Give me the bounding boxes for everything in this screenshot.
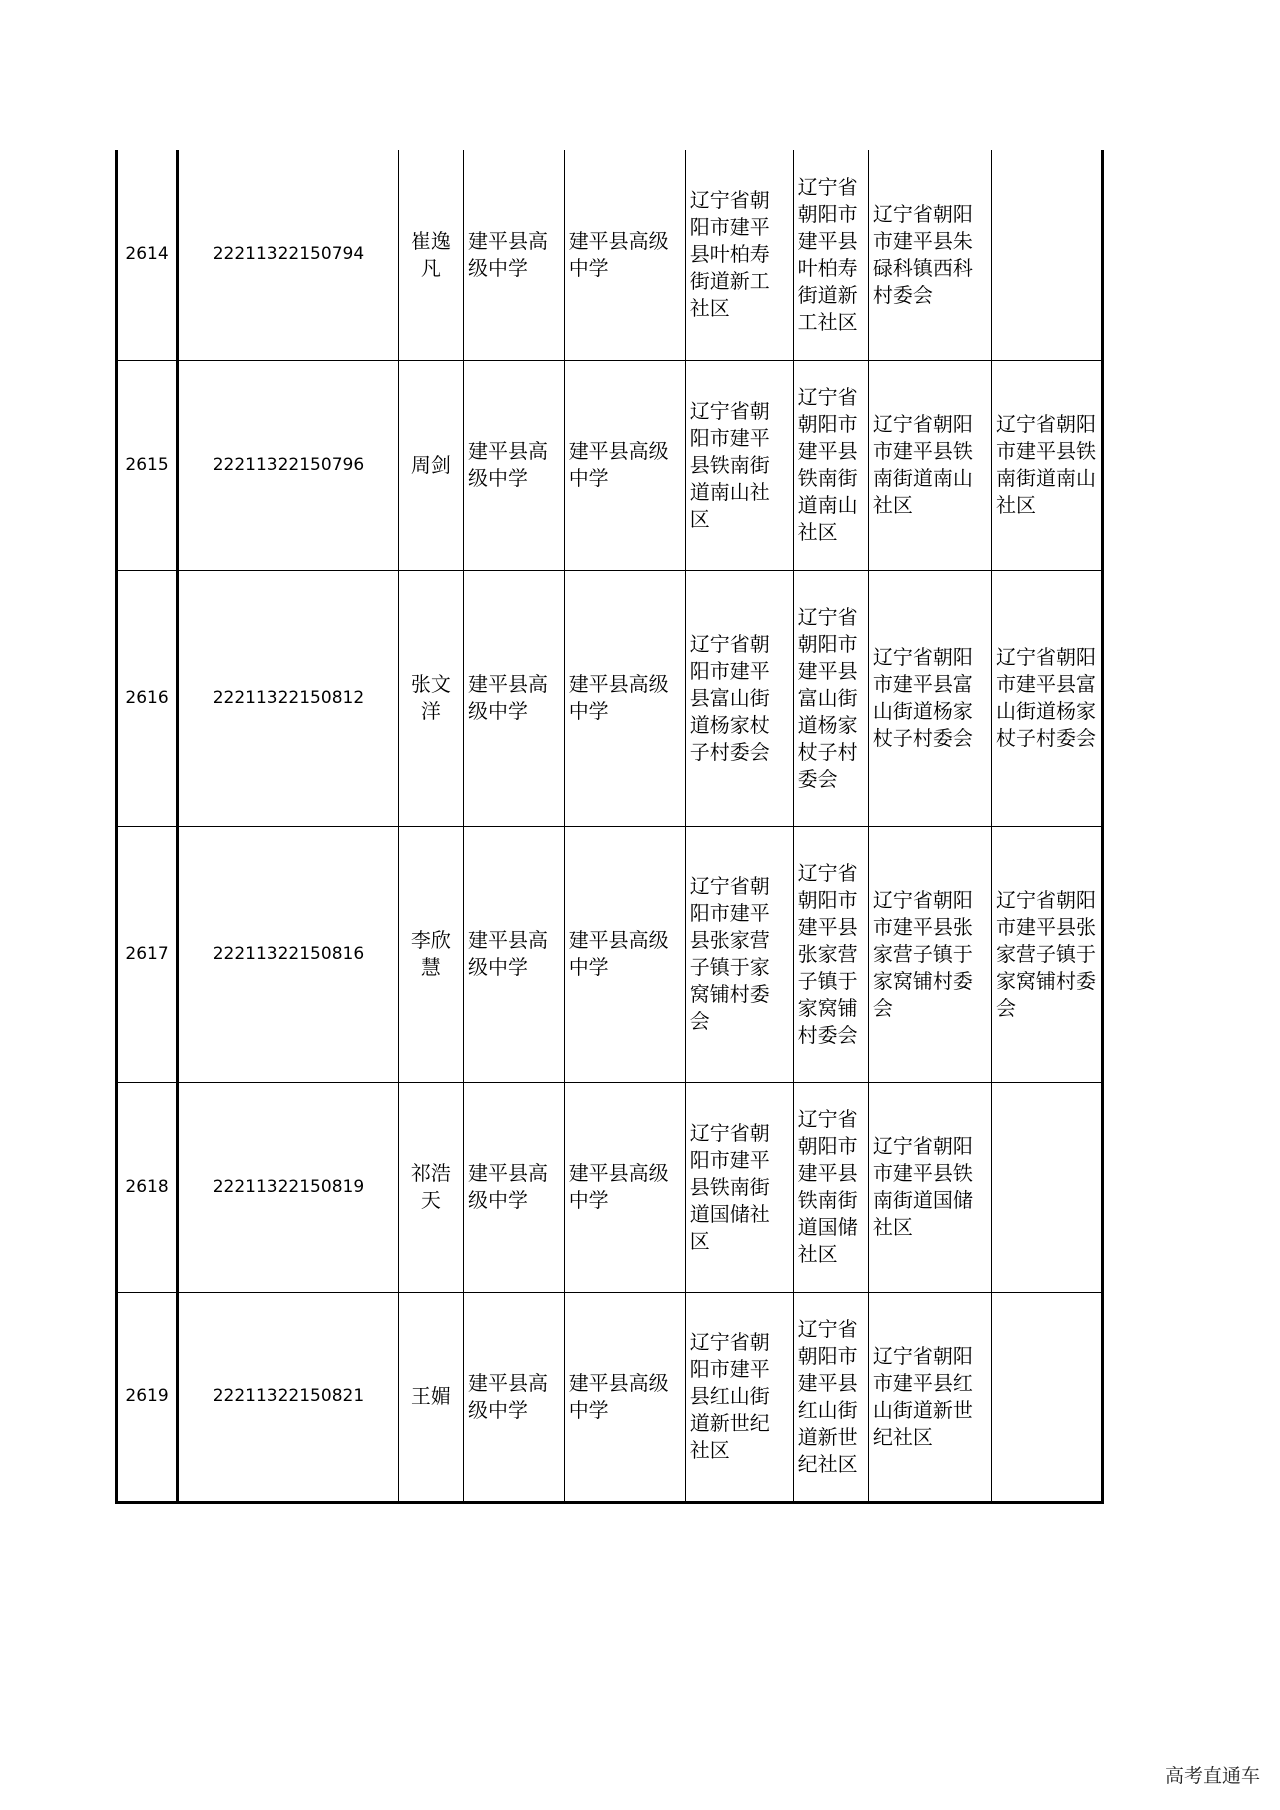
row-residence: 辽宁省朝阳市建平县张家营子镇于家窝铺村委会 [793,826,868,1082]
row-address: 辽宁省朝阳市建平县叶柏寿街道新工社区 [685,150,793,360]
table-row [117,150,1103,360]
row-school: 建平县高级中学 [463,150,564,360]
row-address: 辽宁省朝阳市建平县张家营子镇于家窝铺村委会 [685,826,793,1082]
row-exam-id: 22211322150816 [178,826,399,1082]
row-address: 辽宁省朝阳市建平县铁南街道国储社区 [685,1082,793,1292]
row-address: 辽宁省朝阳市建平县红山街道新世纪社区 [685,1292,793,1502]
row-name: 王媚 [398,1292,463,1502]
row-residence: 辽宁省朝阳市建平县富山街道杨家杖子村委会 [793,570,868,826]
watermark-text: 高考直通车 [1164,1765,1260,1787]
row-residence: 辽宁省朝阳市建平县铁南街道南山社区 [793,360,868,570]
row-seq: 2616 [117,570,178,826]
table-row [117,1292,1103,1502]
row-address: 辽宁省朝阳市建平县富山街道杨家杖子村委会 [685,570,793,826]
row-exam-id: 22211322150794 [178,150,399,360]
table-row [117,360,1103,570]
row-grad-school: 建平县高级中学 [564,1292,685,1502]
row-household: 辽宁省朝阳市建平县朱碌科镇西科村委会 [868,150,991,360]
row-name: 张文洋 [398,570,463,826]
row-seq: 2617 [117,826,178,1082]
row-seq: 2615 [117,360,178,570]
table-row [117,826,1103,1082]
row-school: 建平县高级中学 [463,1082,564,1292]
table-row [117,1082,1103,1292]
row-household: 辽宁省朝阳市建平县铁南街道国储社区 [868,1082,991,1292]
row-school: 建平县高级中学 [463,1292,564,1502]
row-grad-school: 建平县高级中学 [564,150,685,360]
row-guardian [992,1082,1103,1292]
row-exam-id: 22211322150821 [178,1292,399,1502]
row-exam-id: 22211322150796 [178,360,399,570]
row-household: 辽宁省朝阳市建平县张家营子镇于家窝铺村委会 [868,826,991,1082]
row-school: 建平县高级中学 [463,826,564,1082]
row-name: 周剑 [398,360,463,570]
row-grad-school: 建平县高级中学 [564,826,685,1082]
roster-table [115,150,1104,1504]
row-grad-school: 建平县高级中学 [564,1082,685,1292]
row-school: 建平县高级中学 [463,570,564,826]
row-seq: 2614 [117,150,178,360]
row-guardian: 辽宁省朝阳市建平县富山街道杨家杖子村委会 [992,570,1103,826]
row-seq: 2618 [117,1082,178,1292]
table-row [117,570,1103,826]
row-name: 祁浩天 [398,1082,463,1292]
row-residence: 辽宁省朝阳市建平县铁南街道国储社区 [793,1082,868,1292]
row-school: 建平县高级中学 [463,360,564,570]
row-grad-school: 建平县高级中学 [564,360,685,570]
row-seq: 2619 [117,1292,178,1502]
row-exam-id: 22211322150819 [178,1082,399,1292]
row-address: 辽宁省朝阳市建平县铁南街道南山社区 [685,360,793,570]
row-residence: 辽宁省朝阳市建平县叶柏寿街道新工社区 [793,150,868,360]
row-guardian [992,1292,1103,1502]
row-guardian: 辽宁省朝阳市建平县铁南街道南山社区 [992,360,1103,570]
row-household: 辽宁省朝阳市建平县富山街道杨家杖子村委会 [868,570,991,826]
row-household: 辽宁省朝阳市建平县铁南街道南山社区 [868,360,991,570]
row-grad-school: 建平县高级中学 [564,570,685,826]
row-guardian: 辽宁省朝阳市建平县张家营子镇于家窝铺村委会 [992,826,1103,1082]
row-residence: 辽宁省朝阳市建平县红山街道新世纪社区 [793,1292,868,1502]
row-household: 辽宁省朝阳市建平县红山街道新世纪社区 [868,1292,991,1502]
row-name: 崔逸凡 [398,150,463,360]
row-name: 李欣慧 [398,826,463,1082]
row-guardian [992,150,1103,360]
row-exam-id: 22211322150812 [178,570,399,826]
